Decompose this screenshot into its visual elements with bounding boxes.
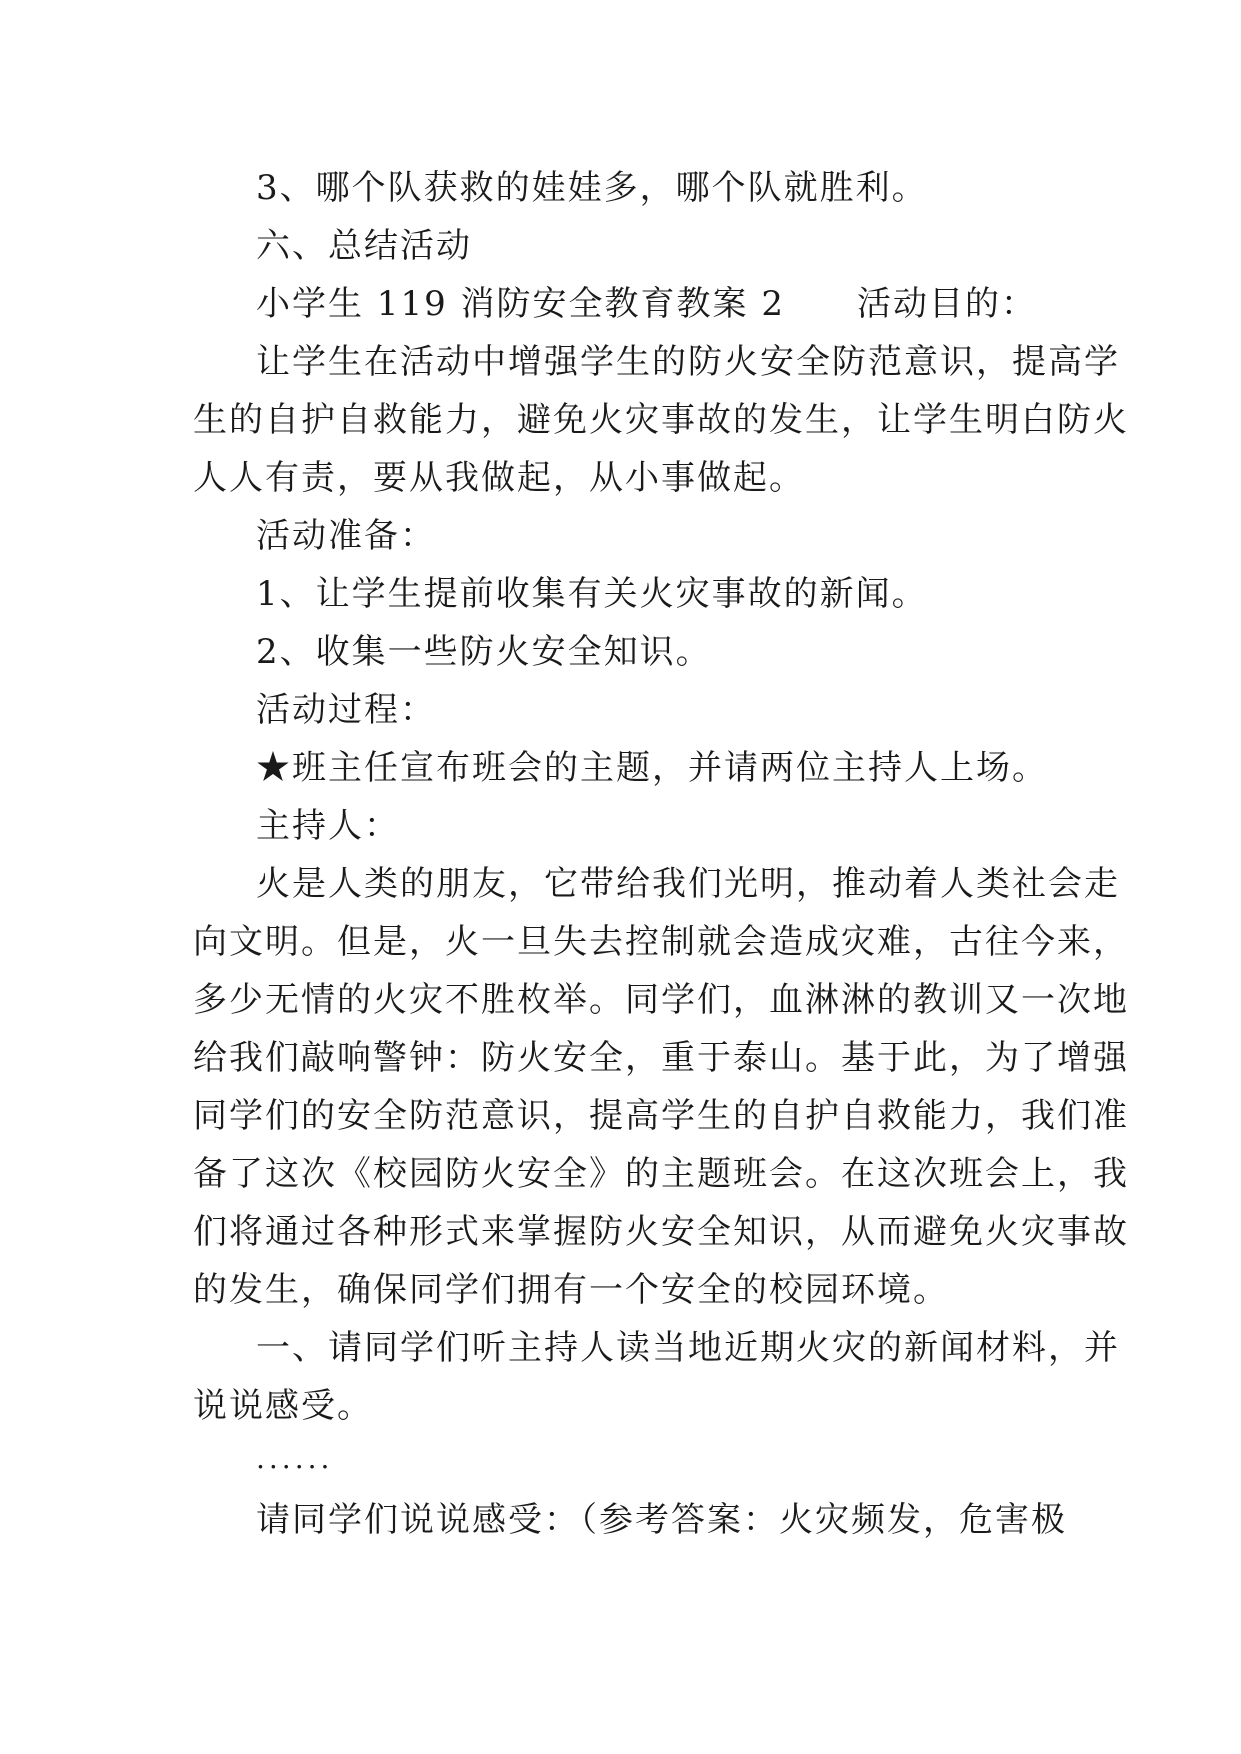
text-line: 人人有责，要从我做起，从小事做起。 xyxy=(193,458,805,498)
text-line: 多少无情的火灾不胜枚举。同学们，血淋淋的教训又一次地 xyxy=(193,980,1129,1020)
section-heading: 六、总结活动 xyxy=(256,226,472,266)
text-line: ★班主任宣布班会的主题，并请两位主持人上场。 xyxy=(256,748,1048,788)
text-line: 给我们敲响警钟：防火安全，重于泰山。基于此，为了增强 xyxy=(193,1038,1129,1078)
text-line: 让学生在活动中增强学生的防火安全防范意识，提高学 xyxy=(256,342,1120,382)
section-heading: 主持人： xyxy=(256,806,400,846)
text-line: 火是人类的朋友，它带给我们光明，推动着人类社会走 xyxy=(256,864,1120,904)
document-title: 小学生 119 消防安全教育教案 2 活动目的： xyxy=(256,284,1037,324)
text-line: 们将通过各种形式来掌握防火安全知识，从而避免火灾事故 xyxy=(193,1212,1129,1252)
text-line: 1、让学生提前收集有关火灾事故的新闻。 xyxy=(256,574,928,614)
text-line: 说说感受。 xyxy=(193,1386,373,1426)
ellipsis: ...... xyxy=(256,1442,334,1475)
text-line: 同学们的安全防范意识，提高学生的自护自救能力，我们准 xyxy=(193,1096,1129,1136)
text-line: 向文明。但是，火一旦失去控制就会造成灾难，古往今来， xyxy=(193,922,1129,962)
text-line: 一、请同学们听主持人读当地近期火灾的新闻材料，并 xyxy=(256,1328,1120,1368)
text-line: 3、哪个队获救的娃娃多，哪个队就胜利。 xyxy=(256,168,928,208)
text-line: 的发生，确保同学们拥有一个安全的校园环境。 xyxy=(193,1270,949,1310)
text-line: 请同学们说说感受：（参考答案：火灾频发，危害极 xyxy=(256,1500,1067,1540)
text-line: 生的自护自救能力，避免火灾事故的发生，让学生明白防火 xyxy=(193,400,1129,440)
text-line: 备了这次《校园防火安全》的主题班会。在这次班会上，我 xyxy=(193,1154,1129,1194)
section-heading: 活动过程： xyxy=(256,690,436,730)
section-heading: 活动准备： xyxy=(256,516,436,556)
text-line: 2、收集一些防火安全知识。 xyxy=(256,632,712,672)
